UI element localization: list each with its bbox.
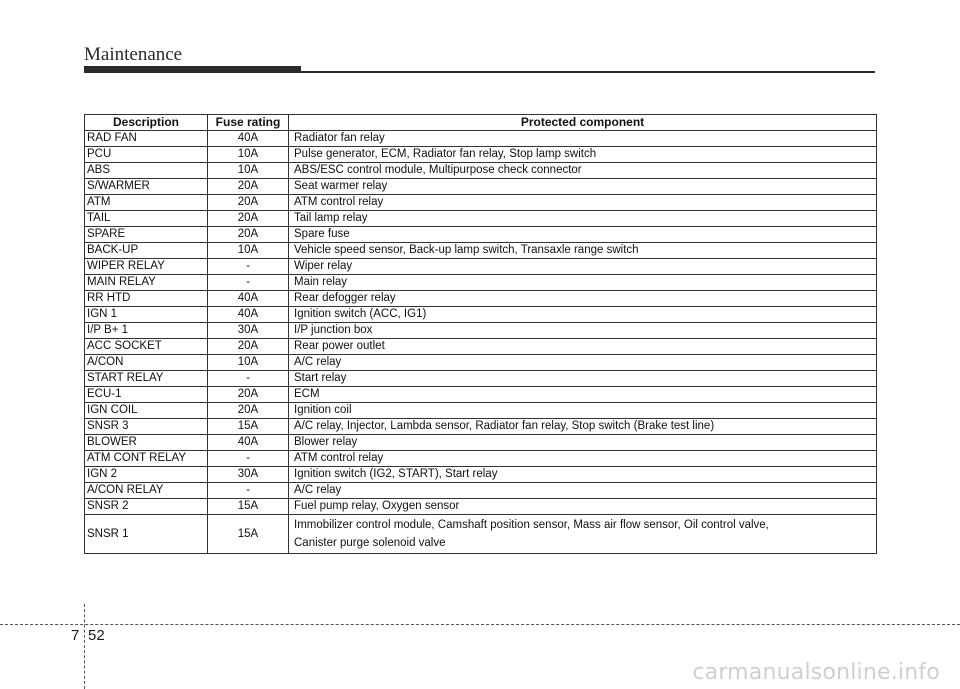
table-row <box>85 355 877 371</box>
table-row <box>85 227 877 243</box>
fuse-description: S/WARMER <box>85 179 208 195</box>
table-row <box>85 243 877 259</box>
fuse-rating: - <box>208 371 289 387</box>
protected-component: Rear power outlet <box>289 339 877 355</box>
chapter-number: 7 <box>71 627 80 644</box>
fuse-rating: 20A <box>208 387 289 403</box>
column-header-protected-component: Protected component <box>289 115 877 131</box>
fuse-description: MAIN RELAY <box>85 275 208 291</box>
protected-component: Fuel pump relay, Oxygen sensor <box>289 499 877 515</box>
fuse-description: A/CON RELAY <box>85 483 208 499</box>
title-rule-thin <box>84 71 875 73</box>
fuse-rating: 20A <box>208 179 289 195</box>
fuse-description: BLOWER <box>85 435 208 451</box>
fuse-rating: - <box>208 451 289 467</box>
footer-rule-vertical <box>84 604 85 689</box>
protected-component: ATM control relay <box>289 195 877 211</box>
watermark: carmanualsonline.info <box>692 660 940 685</box>
fuse-description: SNSR 1 <box>85 515 208 554</box>
fuse-rating: 20A <box>208 403 289 419</box>
table-row <box>85 275 877 291</box>
fuse-rating: 15A <box>208 515 289 554</box>
table-row <box>85 451 877 467</box>
fuse-description: ACC SOCKET <box>85 339 208 355</box>
fuse-description: TAIL <box>85 211 208 227</box>
table-row <box>85 371 877 387</box>
fuse-rating: 20A <box>208 211 289 227</box>
fuse-rating: 40A <box>208 131 289 147</box>
fuse-rating: 40A <box>208 291 289 307</box>
table-row <box>85 323 877 339</box>
protected-component: Ignition switch (IG2, START), Start relay <box>289 467 877 483</box>
fuse-rating: 15A <box>208 419 289 435</box>
table-row <box>85 163 877 179</box>
protected-component: ATM control relay <box>289 451 877 467</box>
fuse-rating: 30A <box>208 323 289 339</box>
protected-component: Start relay <box>289 371 877 387</box>
fuse-rating: - <box>208 483 289 499</box>
fuse-description: RAD FAN <box>85 131 208 147</box>
fuse-rating: 20A <box>208 227 289 243</box>
fuse-description: IGN COIL <box>85 403 208 419</box>
page-number: 52 <box>88 627 105 644</box>
section-title: Maintenance <box>84 44 183 65</box>
fuse-rating: 20A <box>208 339 289 355</box>
table-row <box>85 291 877 307</box>
fuse-rating: 40A <box>208 435 289 451</box>
fuse-rating: 40A <box>208 307 289 323</box>
table-row <box>85 131 877 147</box>
fuse-description: IGN 1 <box>85 307 208 323</box>
fuse-rating: 15A <box>208 499 289 515</box>
fuse-description: A/CON <box>85 355 208 371</box>
fuse-description: I/P B+ 1 <box>85 323 208 339</box>
column-header-description: Description <box>85 115 208 131</box>
table-row <box>85 195 877 211</box>
fuse-description: BACK-UP <box>85 243 208 259</box>
fuse-rating: 30A <box>208 467 289 483</box>
fuse-rating: 10A <box>208 243 289 259</box>
fuse-description: IGN 2 <box>85 467 208 483</box>
fuse-rating: 10A <box>208 147 289 163</box>
fuse-description: ABS <box>85 163 208 179</box>
table-row <box>85 515 877 554</box>
table-row <box>85 259 877 275</box>
protected-component: ECM <box>289 387 877 403</box>
protected-component: Radiator fan relay <box>289 131 877 147</box>
fuse-description: ATM <box>85 195 208 211</box>
protected-component: Rear defogger relay <box>289 291 877 307</box>
fuse-description: SNSR 3 <box>85 419 208 435</box>
fuse-description: SNSR 2 <box>85 499 208 515</box>
fuse-table-body <box>85 131 877 554</box>
protected-component: Blower relay <box>289 435 877 451</box>
fuse-rating: - <box>208 259 289 275</box>
fuse-description: ECU-1 <box>85 387 208 403</box>
protected-component: A/C relay <box>289 355 877 371</box>
table-row <box>85 339 877 355</box>
fuse-description: WIPER RELAY <box>85 259 208 275</box>
fuse-rating: 20A <box>208 195 289 211</box>
protected-component: Tail lamp relay <box>289 211 877 227</box>
table-row <box>85 387 877 403</box>
table-row <box>85 147 877 163</box>
protected-component: Ignition coil <box>289 403 877 419</box>
protected-component: Vehicle speed sensor, Back-up lamp switch, Transaxle range switch <box>289 243 877 259</box>
table-row <box>85 211 877 227</box>
protected-component: ABS/ESC control module, Multipurpose check connector <box>289 163 877 179</box>
protected-component: I/P junction box <box>289 323 877 339</box>
table-row <box>85 483 877 499</box>
fuse-description: ATM CONT RELAY <box>85 451 208 467</box>
fuse-rating: - <box>208 275 289 291</box>
protected-component: A/C relay <box>289 483 877 499</box>
protected-component <box>289 515 877 554</box>
fuse-rating: 10A <box>208 163 289 179</box>
fuse-description: RR HTD <box>85 291 208 307</box>
protected-component-line: Immobilizer control module, Camshaft position sensor, Mass air flow sensor, Oil control valve, <box>294 519 769 531</box>
protected-component: Pulse generator, ECM, Radiator fan relay, Stop lamp switch <box>289 147 877 163</box>
fuse-description: SPARE <box>85 227 208 243</box>
fuse-description: START RELAY <box>85 371 208 387</box>
protected-component: Seat warmer relay <box>289 179 877 195</box>
fuse-table <box>84 114 877 554</box>
table-row <box>85 307 877 323</box>
protected-component-line: Canister purge solenoid valve <box>294 537 446 549</box>
protected-component: Wiper relay <box>289 259 877 275</box>
table-row <box>85 499 877 515</box>
table-row <box>85 435 877 451</box>
table-header-row <box>85 115 877 131</box>
protected-component: Main relay <box>289 275 877 291</box>
table-row <box>85 403 877 419</box>
table-row <box>85 467 877 483</box>
table-row <box>85 419 877 435</box>
footer-rule-horizontal <box>0 624 960 625</box>
protected-component: Ignition switch (ACC, IG1) <box>289 307 877 323</box>
fuse-rating: 10A <box>208 355 289 371</box>
table-row <box>85 179 877 195</box>
fuse-description: PCU <box>85 147 208 163</box>
column-header-fuse-rating: Fuse rating <box>208 115 289 131</box>
protected-component: A/C relay, Injector, Lambda sensor, Radiator fan relay, Stop switch (Brake test line) <box>289 419 877 435</box>
protected-component: Spare fuse <box>289 227 877 243</box>
